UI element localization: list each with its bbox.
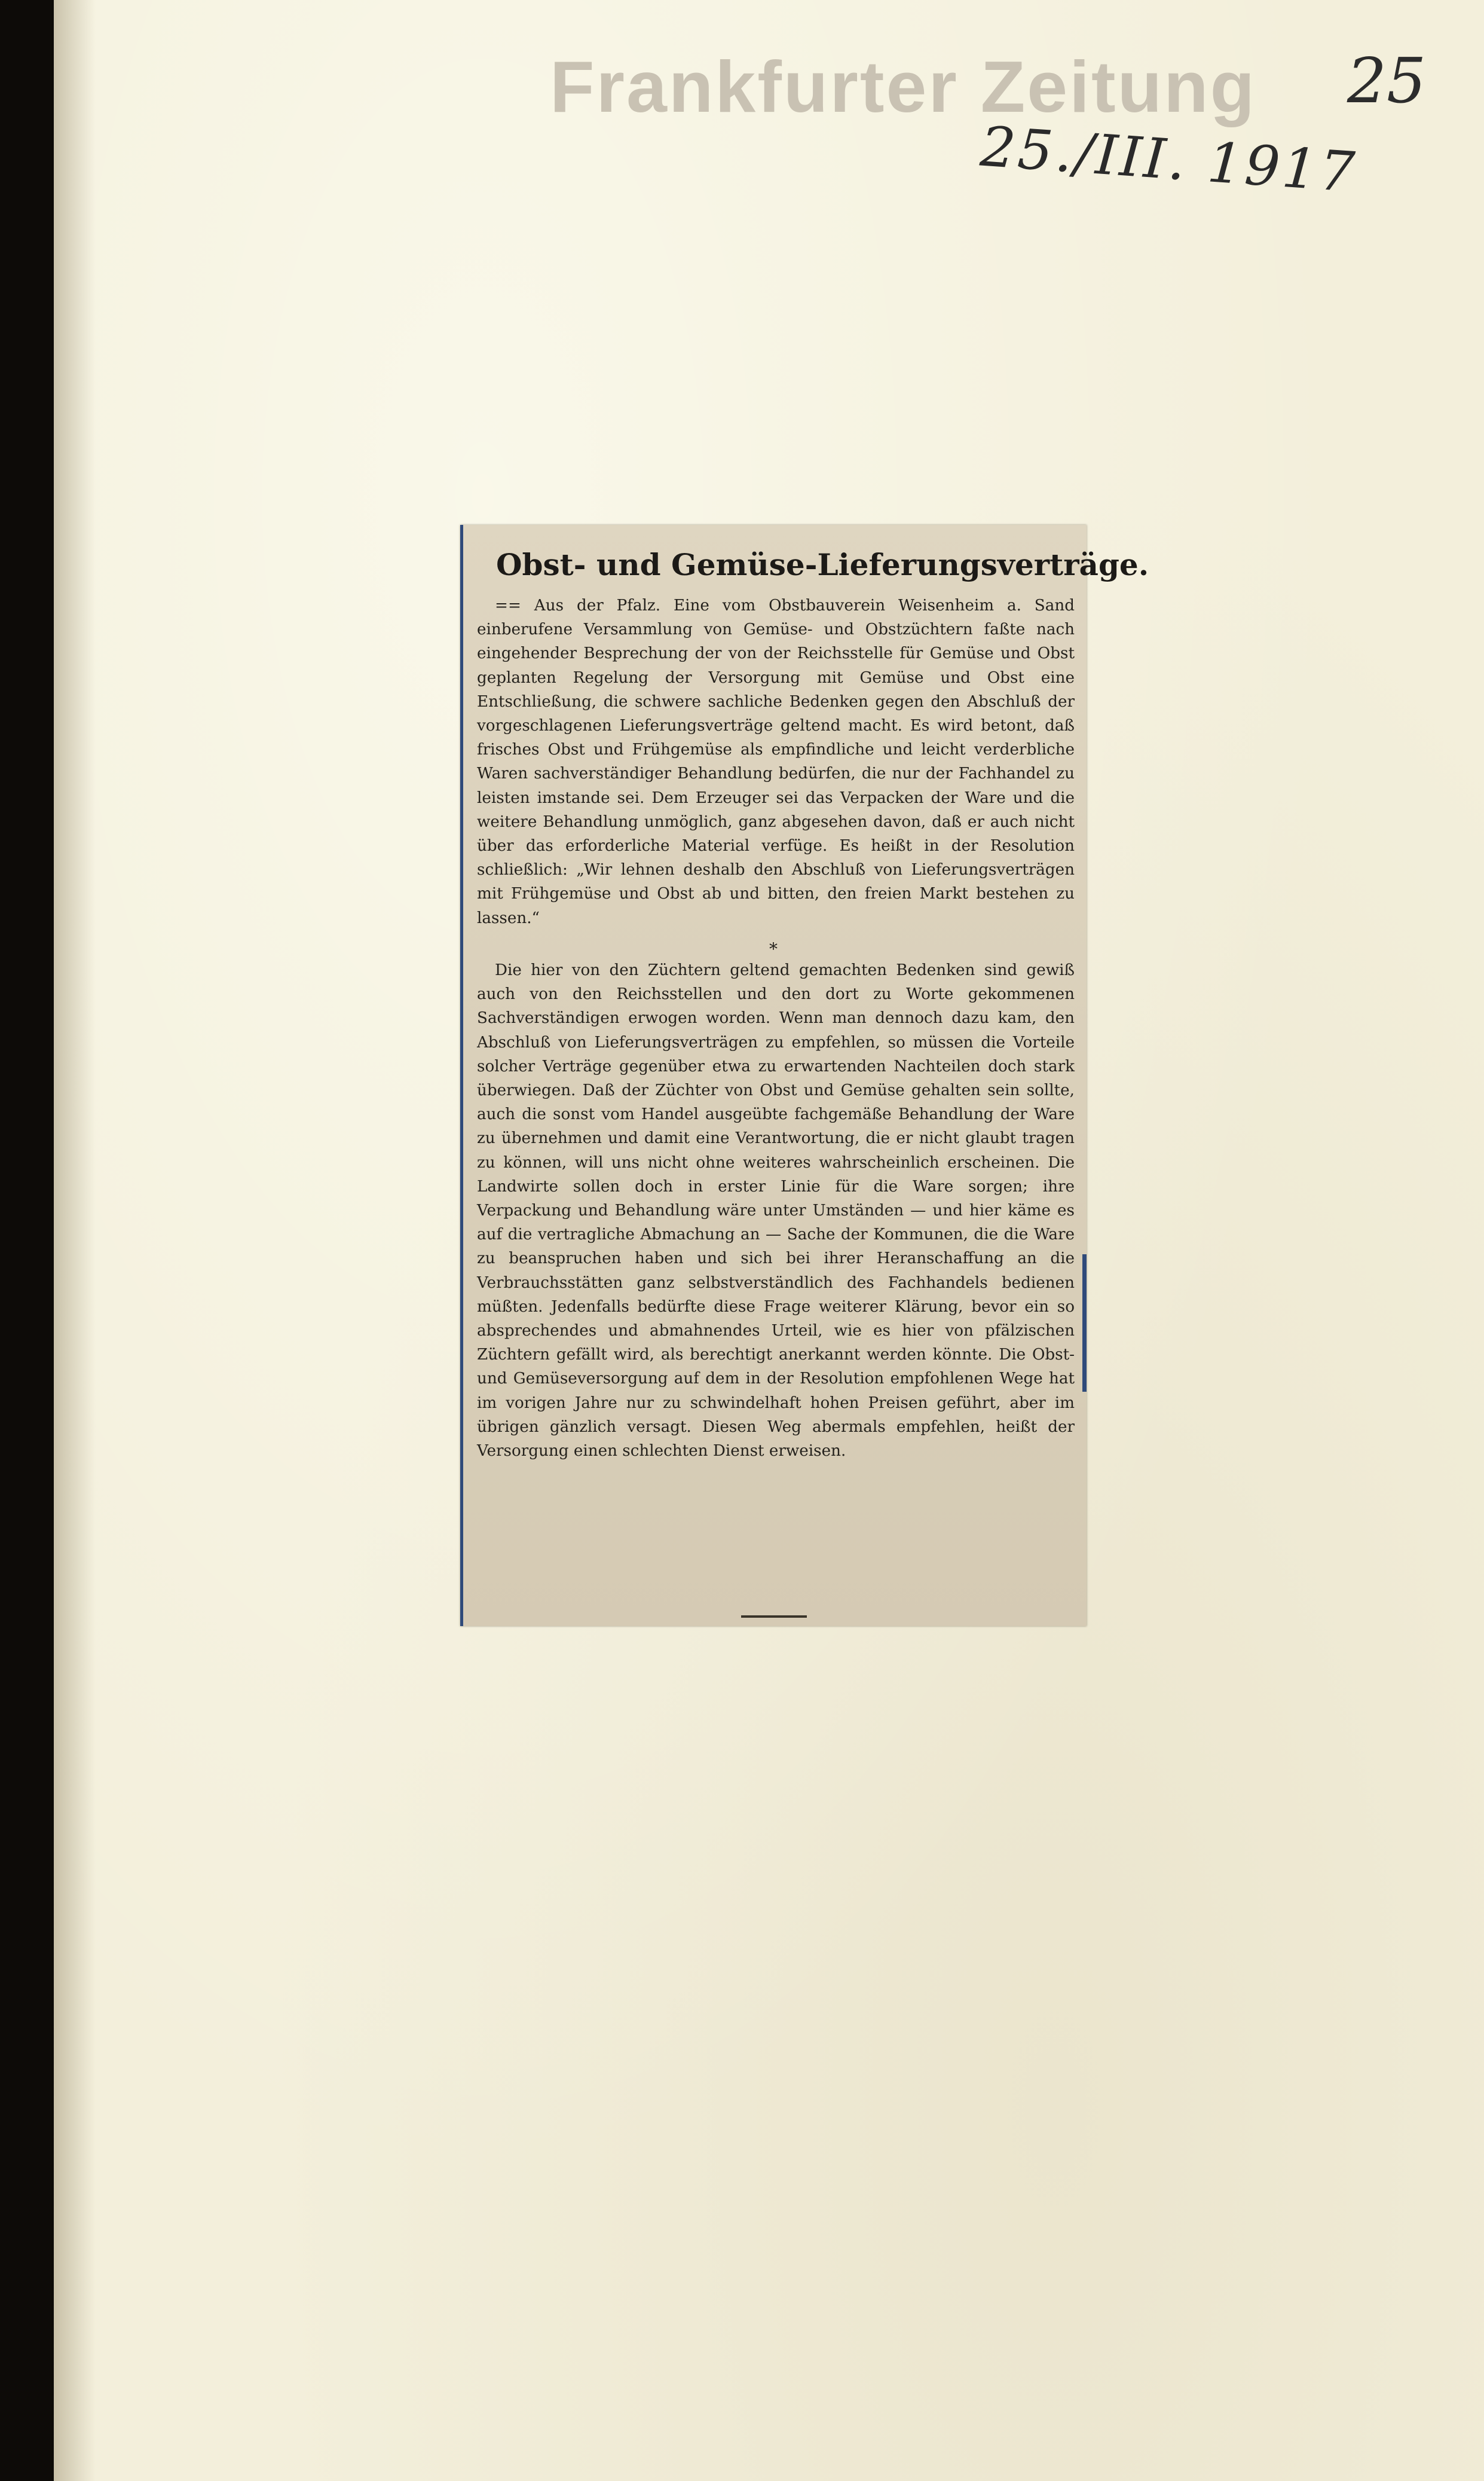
newspaper-clipping xyxy=(460,525,1149,1626)
clipping-blue-margin-left xyxy=(460,525,463,1626)
article-headline: Obst- und Gemüse-Lieferungsverträge. xyxy=(496,547,1149,582)
article-end-rule xyxy=(741,1615,807,1618)
handwritten-page-number: 25 xyxy=(1347,44,1427,117)
sheet-edge-shadow xyxy=(54,0,96,2481)
article-paragraph-1: == Aus der Pfalz. Eine vom Obstbauverein Weisenheim a. Sand einberufene Versammlung von Gemüse- und Obstzüchtern faßte nach eingehender Besprechung der von der Reichsstelle für Gemüse und Obst geplanten Regelung der Versorgung mit Gemüse und Obst eine Entschließung, die schwere sachliche Bedenken gegen den Abschluß der vorgeschlagenen Lieferungsverträge geltend macht. Es wird betont, daß frisches Obst und Frühgemüse als empfindliche und leicht verderbliche Waren sachverständiger Behandlung bedürfen, die nur der Fachhandel zu leisten imstande sei. Dem Erzeuger sei das Verpacken der Ware und die weitere Behandlung unmöglich, ganz abgesehen davon, daß er auch nicht über das erforderliche Material verfüge. Es heißt in der Resolution schließlich: „Wir lehnen deshalb den Abschluß von Lieferungsverträgen mit Frühgemüse und Obst ab und bitten, den freien Markt bestehen zu lassen.“ xyxy=(477,597,1075,927)
newspaper-stamp: Frankfurter Zeitung xyxy=(550,46,1257,127)
article-paragraph-2: Die hier von den Züchtern geltend gemachten Bedenken sind gewiß auch von den Reichsstellen und den dort zu Worte gekommenen Sachverständigen erwogen worden. Wenn man dennoch dazu kam, den Abschluß von Lieferungsverträgen zu empfehlen, so müssen die Vorteile solcher Verträge gegenüber etwa zu erwartenden Nachteilen doch stark überwiegen. Daß der Züchter von Obst und Gemüse gehalten sein sollte, auch die sonst vom Handel ausgeübte fachgemäße Behandlung der Ware zu übernehmen und damit eine Verantwortung, die er nicht glaubt tragen zu können, will uns nicht ohne weiteres wahrscheinlich erscheinen. Die Landwirte sollen doch in erster Linie für die Ware sorgen; ihre Verpackung und Behandlung wäre unter Umständen — und hier käme es auf die vertragliche Abmachung an — Sache der Kommunen, die die Ware zu beanspruchen haben und sich bei ihrer Heranschaffung an die Verbrauchsstätten ganz selbstverständlich des Fachhandels bedienen müßten. Jedenfalls bedürfte diese Frage weiterer Klärung, bevor ein so absprechendes und abmahnendes Urteil, wie es hier von pfälzischen Züchtern gefällt wird, als berechtigt anerkannt werden könnte. Die Obst- und Gemüseversorgung auf dem in der Resolution empfohlenen Wege hat im vorigen Jahre nur zu schwindelhaft hohen Preisen geführt, aber im übrigen gänzlich versagt. Diesen Weg abermals empfehlen, heißt der Versorgung einen schlechten Dienst erweisen. xyxy=(477,961,1075,1461)
clipping-blue-margin-right xyxy=(1082,1254,1087,1392)
handwritten-date: 25./III. 1917 xyxy=(978,114,1359,205)
article-separator: * xyxy=(769,939,778,959)
